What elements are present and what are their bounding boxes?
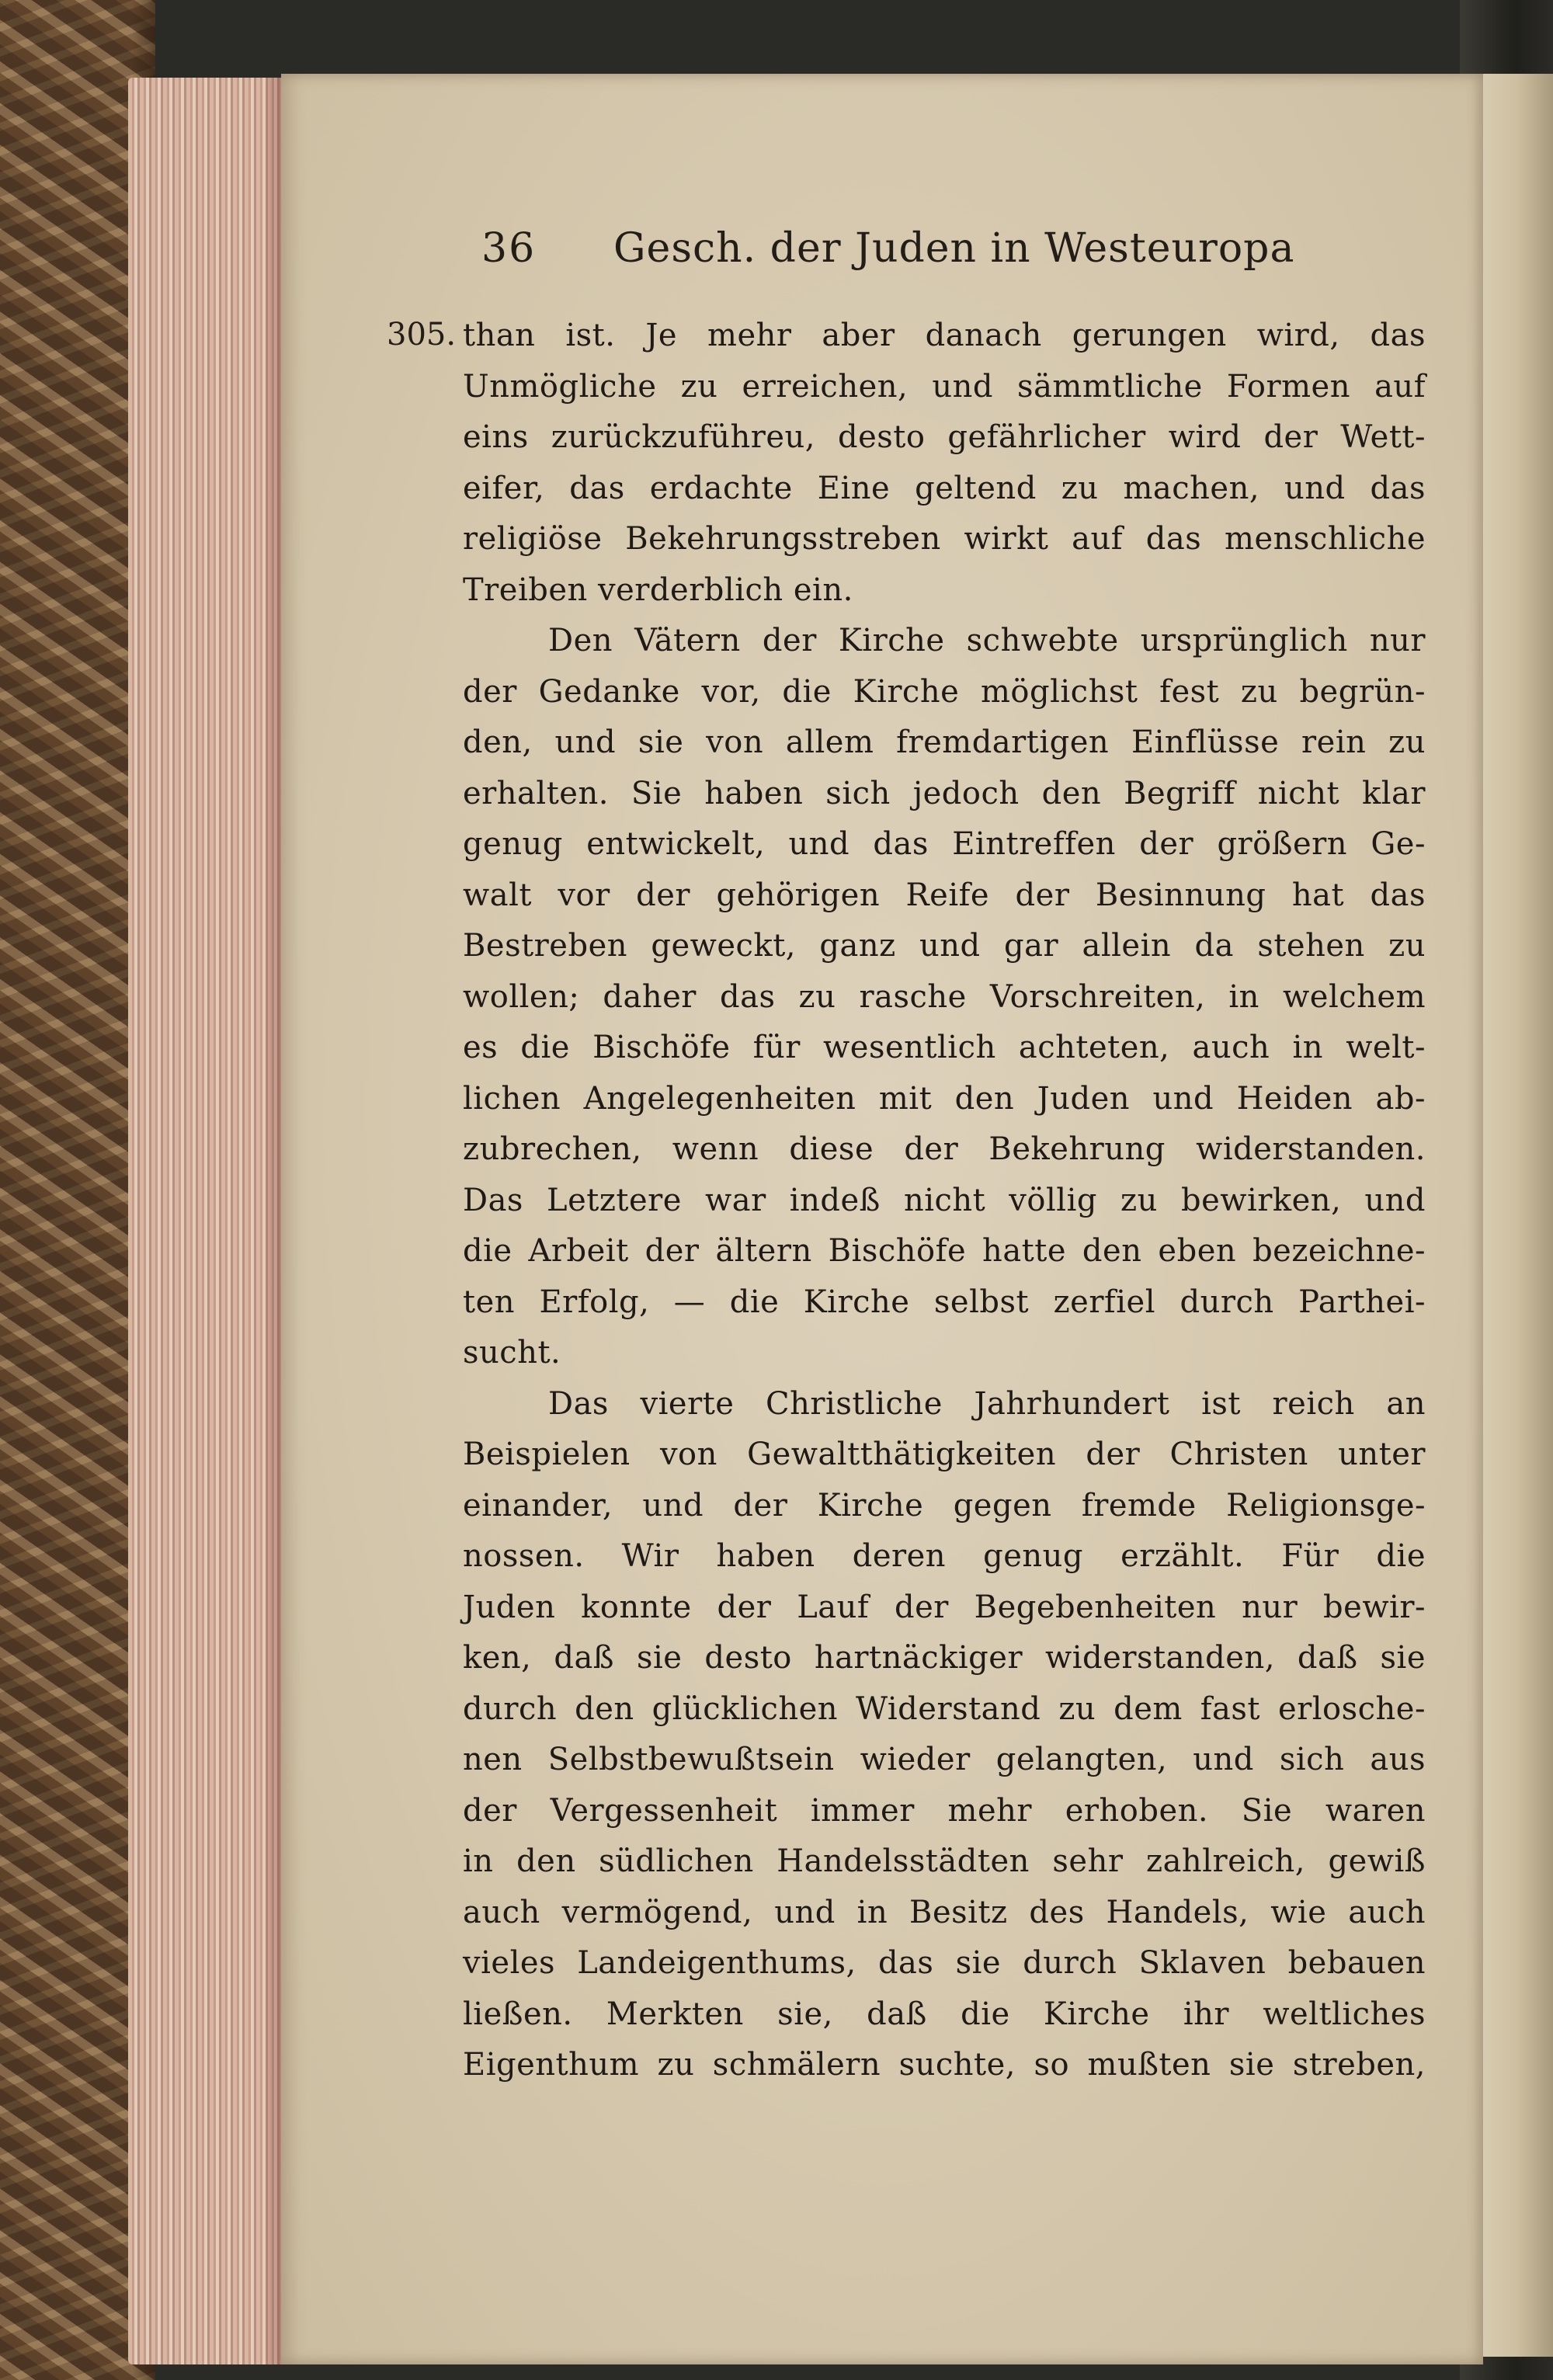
text-line: genug entwickelt, und das Eintreffen der größern Ge- [463,826,1426,862]
text-line: der Vergessenheit immer mehr erhoben. Sie waren [463,1792,1426,1829]
text-line: lichen Angelegenheiten mit den Juden und Heiden ab- [463,1080,1426,1117]
text-line: Unmögliche zu erreichen, und sämmtliche Formen auf [463,368,1426,405]
text-line: eins zurückzuführeu, desto gefährlicher wird der Wett- [463,419,1426,455]
text-line: einander, und der Kirche gegen fremde Religionsge- [463,1487,1426,1524]
text-line: Treiben verderblich ein. [463,572,853,608]
text-line: der Gedanke vor, die Kirche möglichst fest zu begrün- [463,673,1426,710]
running-head [481,214,1320,283]
text-line: ken, daß sie desto hartnäckiger widerstanden, daß sie [463,1640,1426,1676]
text-line: es die Bischöfe für wesentlich achteten, auch in welt- [463,1030,1426,1065]
text-line: eifer, das erdachte Eine geltend zu machen, und das [463,470,1426,506]
text-line: Beispielen von Gewaltthätigkeiten der Christen unter [463,1437,1426,1472]
running-title: Gesch. der Juden in Westeuropa [613,225,1295,272]
text-line: vieles Landeigenthums, das sie durch Sklaven bebauen [463,1945,1426,1981]
text-line: in den südlichen Handelsstädten sehr zahlreich, gewiß [463,1843,1426,1879]
text-line: nossen. Wir haben deren genug erzählt. Für die [463,1538,1426,1574]
text-line: Juden konnte der Lauf der Begebenheiten nur bewir- [463,1589,1426,1625]
text-line: Eigenthum zu schmälern suchte, so mußten sie streben, [463,2047,1426,2083]
text-line: die Arbeit der ältern Bischöfe hatte den eben bezeichne- [463,1233,1426,1269]
text-line: wollen; daher das zu rasche Vorschreiten, in welchem [463,978,1426,1015]
text-line: Das vierte Christliche Jahrhundert ist reich an [548,1385,1426,1422]
text-line: religiöse Bekehrungsstreben wirkt auf das menschliche [463,521,1426,557]
body-text [463,311,1426,2091]
text-line: zubrechen, wenn diese der Bekehrung widerstanden. [463,1131,1426,1167]
facing-page [1479,74,1553,2357]
text-line: durch den glücklichen Widerstand zu dem fast erlosche- [463,1690,1426,1727]
page-edges [128,78,283,2364]
text-line: Den Vätern der Kirche schwebte ursprünglich nur [548,623,1426,658]
page-number: 36 [481,225,537,272]
text-line: auch vermögend, und in Besitz des Handels, wie auch [463,1894,1426,1930]
margin-note: 305. [387,317,457,353]
text-line: nen Selbstbewußtsein wieder gelangten, und sich aus [463,1742,1426,1777]
text-line: Bestreben geweckt, ganz und gar allein da stehen zu [463,928,1426,964]
text-line: walt vor der gehörigen Reife der Besinnung hat das [463,877,1426,913]
text-line: ten Erfolg, — die Kirche selbst zerfiel durch Parthei- [463,1284,1426,1320]
text-line: ließen. Merkten sie, daß die Kirche ihr weltliches [463,1996,1426,2032]
text-line: than ist. Je mehr aber danach gerungen wird, das [463,318,1426,353]
text-line: Das Letztere war indeß nicht völlig zu bewirken, und [463,1182,1426,1218]
text-line: erhalten. Sie haben sich jedoch den Begriff nicht klar [463,775,1426,811]
text-line: sucht. [463,1335,561,1371]
text-line: den, und sie von allem fremdartigen Einflüsse rein zu [463,724,1426,760]
